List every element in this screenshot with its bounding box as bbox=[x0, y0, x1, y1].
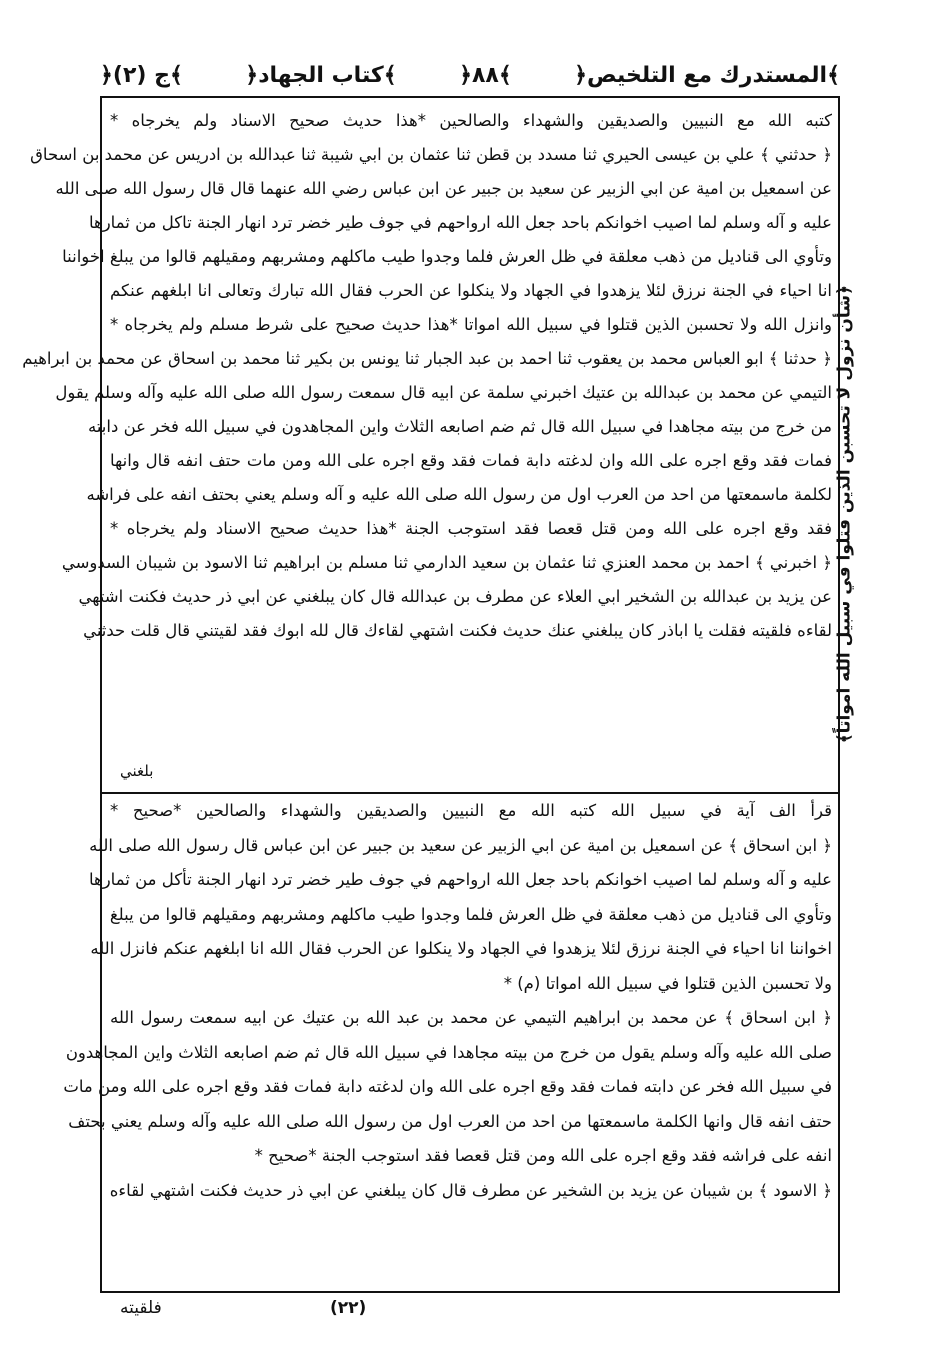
header-page-number: ﴿٨٨﴾ bbox=[459, 62, 512, 88]
summary-text-line: قرأ الف آية في سبيل الله كتبه الله مع النبيين والصديقين والشهداء والصالحين *صحيح * bbox=[110, 801, 832, 820]
page-footer bbox=[100, 1298, 840, 1328]
summary-text-line: انفه على فراشه فقد وقع اجره على الله ومن قتل قعصا فقد استوجب الجنة *صحيح * bbox=[254, 1146, 832, 1165]
page-header bbox=[100, 58, 840, 92]
main-text-line: كتبه الله مع النبيين والصديقين والشهداء والصالحين *هذا حديث صحيح الاسناد ولم يخرجاه * bbox=[110, 111, 832, 130]
main-text-line: انا احياء في الجنة نرزق لئلا يزهدوا في الجهاد ولا ينكلوا عن الحرب فقال الله تبارك وتعالى انا ابلغهم عنكم bbox=[110, 281, 832, 300]
chapter-title: ﴿كتاب الجهاد﴾ bbox=[245, 62, 397, 88]
main-text-line: وتأوي الى قناديل من ذهب معلقة في ظل العرش فلما وجدوا طيب ماكلهم ومشربهم ومقيلهم قالوا من يبلغ اخواننا bbox=[62, 247, 832, 266]
main-text-line: فمات فقد وقع اجره على الله وان لدغته دابة فمات فقد وقع اجره على الله ومن مات حتف انفه قال وانها bbox=[110, 451, 832, 470]
summary-text-line: ﴿ ابن اسحاق ﴾ عن اسمعيل بن امية عن ابي الزبير عن سعيد بن جبير عن ابن عباس قال رسول الله صلى الله bbox=[89, 835, 832, 855]
main-text-line: التيمي عن محمد بن عبدالله بن عتيك اخبرني سلمة عن ابيه قال سمعت رسول الله صلى الله عليه وآله وسلم يقول bbox=[55, 383, 832, 402]
summary-text-line: ﴿ ابن اسحاق ﴾ عن محمد بن ابراهيم التيمي عن محمد بن عبد الله بن عتيك عن ابيه سمعت رسول الله bbox=[110, 1008, 832, 1027]
margin-note-text: ﴿شأن نزول لا تحسبن الذين قتلوا في سبيل الله امواتاً﴾ bbox=[834, 285, 855, 744]
summary-text-line: ولا تحسبن الذين قتلوا في سبيل الله امواتا (م) * bbox=[503, 973, 832, 993]
main-text-line: عن يزيد بن عبدالله بن الشخير ابي العلاء عن مطرف بن عبدالله قال كان يبلغني عن ابي ذر حديث فكنت اشتهي bbox=[78, 587, 832, 606]
summary-text-block bbox=[63, 794, 832, 1208]
summary-text-line: صلى الله عليه وآله وسلم يقول من خرج من بيته مجاهدا في سبيل الله قال ثم ضم اصابعه الثلاث واين المجاهدون bbox=[65, 1042, 832, 1062]
main-text-line: من خرج من بيته مجاهدا في سبيل الله قال ثم ضم اصابعه الثلاث واين المجاهدون في سبيل الله فخر عن دابته bbox=[87, 417, 832, 436]
catchword-bottom: فلقيته bbox=[120, 1298, 162, 1318]
main-text-line: لقاءه فلقيته فقلت يا اباذر كان يبلغني عنك حديث فكنت اشتهي لقاءك قال لله ابوك فقد لقيتني قال قلت حدثني bbox=[83, 621, 832, 640]
main-text-block bbox=[22, 104, 832, 648]
main-text-line: لكلمة ماسمعتها من احد من العرب اول من رسول الله صلى الله عليه و آله وسلم يعني بحتف انفه على فراشه bbox=[86, 485, 832, 504]
margin-note bbox=[818, 280, 870, 744]
summary-text-line: عليه و آله وسلم لما اصيب اخوانكم باحد جعل الله ارواحهم في جوف طير خضر ترد انهار الجنة تأكل من ثمارها bbox=[88, 870, 832, 889]
summary-text-line: اخواننا انا احياء في الجنة نرزق لئلا يزهدوا في الجهاد ولا ينكلوا عن الحرب فقال الله انا ابلغهم عنكم فانزل الله bbox=[90, 939, 832, 958]
main-text-line: ﴿ حدثني ﴾ علي بن عيسى الحيري ثنا مسدد بن قطن ثنا عثمان بن ابي شيبة ثنا عبدالله بن ادريس عن محمد بن اسحاق bbox=[30, 145, 832, 164]
catchword-top: بلغني bbox=[120, 762, 154, 780]
main-text-line: ﴿ حدثنا ﴾ ابو العباس محمد بن يعقوب ثنا احمد بن عبد الجبار ثنا يونس بن بكير ثنا محمد بن اسحاق عن محمد بن ابراهيم bbox=[22, 349, 832, 368]
main-text-line: ﴿ اخبرني ﴾ احمد بن محمد العنزي ثنا عثمان بن سعيد الدارمي ثنا مسلم بن ابراهيم ثنا الاسود بن شيبان السدوسي bbox=[61, 553, 832, 572]
summary-text-line: في سبيل الله فخر عن دابته فمات فقد وقع اجره على الله وان لدغته دابة فمات فقد وقع اجره على الله ومن مات bbox=[63, 1077, 832, 1096]
volume-label: ﴿ج (٢)﴾ bbox=[100, 62, 183, 88]
summary-text-line: وتأوي الى قناديل من ذهب معلقة في ظل العرش فلما وجدوا طيب ماكلهم ومشربهم ومقيلهم قالوا من يبلغ bbox=[109, 904, 832, 924]
main-text-line: وانزل الله ولا تحسبن الذين قتلوا في سبيل الله امواتا *هذا حديث صحيح على شرط مسلم ولم يخرجاه * bbox=[110, 315, 832, 334]
summary-text-line: حتف انفه قال وانها الكلمة ماسمعتها من احد من العرب اول من رسول الله صلى الله عليه وآله وسلم يعني بحتف bbox=[68, 1111, 832, 1131]
main-text-line: فقد وقع اجره على الله ومن قتل قعصا فقد استوجب الجنة *هذا حديث صحيح الاسناد ولم يخرجاه * bbox=[110, 519, 832, 538]
footer-page-number: (٢٢) bbox=[330, 1298, 367, 1318]
summary-text-line: ﴿ الاسود ﴾ بن شيبان عن يزيد بن الشخير عن مطرف قال كان يبلغني عن ابي ذر حديث فكنت اشتهي لقاءه bbox=[109, 1180, 832, 1200]
main-text-line: عليه و آله وسلم لما اصيب اخوانكم باحد جعل الله ارواحهم في جوف طير خضر ترد انهار الجنة تاكل من ثمارها bbox=[88, 213, 832, 232]
book-title: ﴿المستدرك مع التلخيص﴾ bbox=[574, 62, 840, 88]
main-text-line: عن اسمعيل بن امية عن ابي الزبير عن سعيد بن جبير عن ابن عباس رضي الله عنهما قال قال رسول الله صلى الله bbox=[55, 179, 832, 198]
